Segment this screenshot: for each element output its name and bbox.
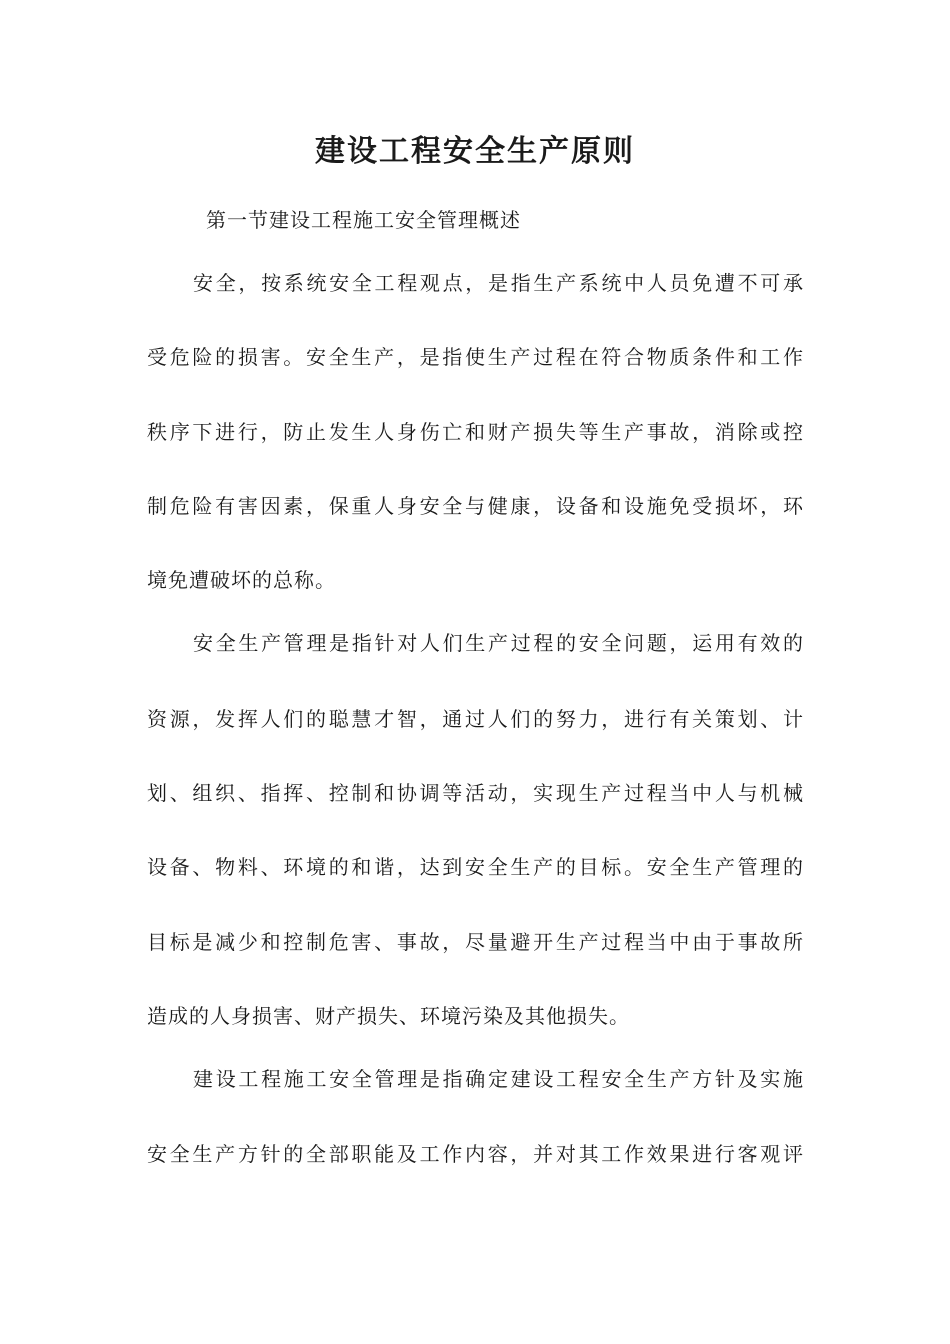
paragraph-line: 设备、物料、环境的和谐，达到安全生产的目标。安全生产管理的 (147, 855, 803, 879)
paragraph-line: 境免遭破坏的总称。 (147, 568, 336, 592)
paragraph-line: 安全生产管理是指针对人们生产过程的安全问题，运用有效的 (193, 631, 803, 655)
paragraph-line: 目标是减少和控制危害、事故，尽量避开生产过程当中由于事故所 (147, 930, 803, 954)
paragraph-line: 安全，按系统安全工程观点，是指生产系统中人员免遭不可承 (193, 271, 803, 295)
paragraph-line: 秩序下进行，防止发生人身伤亡和财产损失等生产事故，消除或控 (147, 420, 803, 444)
paragraph-line: 受危险的损害。安全生产，是指使生产过程在符合物质条件和工作 (147, 345, 803, 369)
paragraph-line: 造成的人身损害、财产损失、环境污染及其他损失。 (147, 1004, 630, 1028)
document-title: 建设工程安全生产原则 (315, 134, 635, 169)
section-heading: 第一节建设工程施工安全管理概述 (206, 208, 521, 232)
paragraph-line: 制危险有害因素，保重人身安全与健康，设备和设施免受损坏，环 (147, 494, 803, 518)
paragraph-line: 划、组织、指挥、控制和协调等活动，实现生产过程当中人与机械 (147, 781, 803, 805)
paragraph-line: 资源，发挥人们的聪慧才智，通过人们的努力，进行有关策划、计 (147, 707, 803, 731)
paragraph-line: 安全生产方针的全部职能及工作内容，并对其工作效果进行客观评 (147, 1142, 803, 1166)
paragraph-line: 建设工程施工安全管理是指确定建设工程安全生产方针及实施 (193, 1067, 803, 1091)
